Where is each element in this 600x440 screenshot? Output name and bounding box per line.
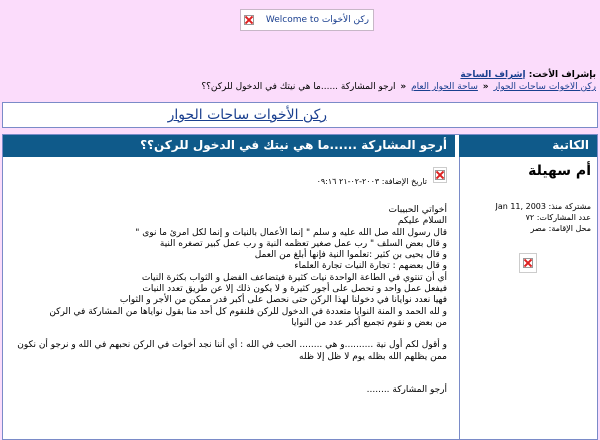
breadcrumb-general-forum[interactable]: ساحة الحوار العام (411, 82, 478, 92)
site-banner[interactable] (240, 9, 374, 31)
post-icon (433, 167, 447, 183)
post-line: ممن يظلهم الله بظله يوم لا ظل إلا ظله (299, 351, 447, 362)
post-line: أخواتي الحبيبات (388, 205, 447, 215)
breadcrumb-separator: « (400, 82, 407, 92)
post-line: أرجو المشاركة ........ (366, 384, 447, 395)
thread-table (2, 134, 598, 440)
post-panel (3, 157, 455, 439)
moderation-label: بإشراف الأخت: (528, 70, 596, 80)
author-avatar (519, 253, 537, 273)
breadcrumb (4, 82, 596, 92)
moderation-line (460, 70, 596, 80)
author-joined: مشتركة منذ: Jan 11, 2003 (495, 202, 591, 211)
author-post-count: عدد المشاركات: ٧٢ (525, 213, 591, 222)
post-line: و قال بعض السلف " رب عمل صغير تعظمه النية و رب عمل كبير تصغره النية (159, 238, 447, 249)
post-line: فهيا نعدد نوايانا في دخولنا لهذا الركن حتى نحصل على أكبر قدر ممكن من الأجر و الثواب (119, 295, 447, 306)
post-gap (3, 374, 447, 385)
author-name[interactable]: أم سهيلة (528, 163, 591, 179)
post-body (3, 205, 447, 396)
author-panel (459, 157, 597, 439)
broken-image-icon (523, 258, 533, 268)
author-info (495, 201, 591, 234)
breadcrumb-separator: « (482, 82, 489, 92)
forum-title-link[interactable]: ركن الأخوات ساحات الحوار (167, 107, 327, 123)
author-location: محل الإقامة: مصر (530, 224, 591, 233)
post-gap (3, 363, 447, 374)
post-line: فيفعل عمل واحد و تحصل على أجور كثيرة و لا يكون ذلك إلا عن طريق تعدد النيات (142, 284, 447, 295)
broken-image-icon (244, 15, 254, 25)
moderation-link[interactable]: إشراف الساحة (460, 70, 526, 80)
forum-title-box (2, 102, 598, 128)
thread-title-header (3, 135, 455, 157)
post-date: تاريخ الإضافة: ٢٠٠٣-٠٢-٢١ ٠٩:١٦ (316, 177, 427, 186)
post-line: و قال يحيى بن كثير :تعلموا النية فإنها أبلغ من العمل (254, 250, 447, 261)
broken-image-icon (435, 170, 445, 180)
post-line: و قال بعضهم : تجارة النيات تجارة العلماء (294, 261, 447, 272)
post-line: أي أن تنتوي في الطاعة الواحدة نيات كثيرة فيتضاعف الفضل و الثواب بكثرة النيات (141, 272, 447, 283)
post-line: السلام عليكم (397, 216, 447, 227)
author-column-header (459, 135, 597, 157)
post-line: و أقول لكم أول نية ..........و هي ........ الحب في الله : أي أننا نجد أخوات في الركن نحبهم في الله و نرجو أن نكون (17, 340, 447, 351)
breadcrumb-current: أرجو المشاركة ......ما هي نيتك في الدخول للركن؟؟ (201, 82, 396, 92)
post-line: قال رسول الله صل الله عليه و سلم " إنما الأعمال بالنيات و إنما لكل امرئ ما نوى " (135, 227, 447, 238)
post-line: و لله الحمد و المنة النوايا متعددة في الدخول للركن فلنقوم كل أحد منا بقول نواياها من المشاركة في الركن (49, 306, 447, 317)
post-line: من بعض و نقوم تجميع أكبر عدد من النوايا (291, 317, 447, 328)
banner-text: ركن الأخوات Welcome to (265, 15, 369, 25)
thread-title: أرجو المشاركة ......ما هي نيتك في الدخول للركن؟؟ (140, 138, 447, 152)
breadcrumb-forum-home[interactable]: ركن الأخوات ساحات الحوار (493, 82, 596, 92)
post-gap (3, 329, 447, 340)
author-header-label: الكاتبة (552, 138, 589, 152)
